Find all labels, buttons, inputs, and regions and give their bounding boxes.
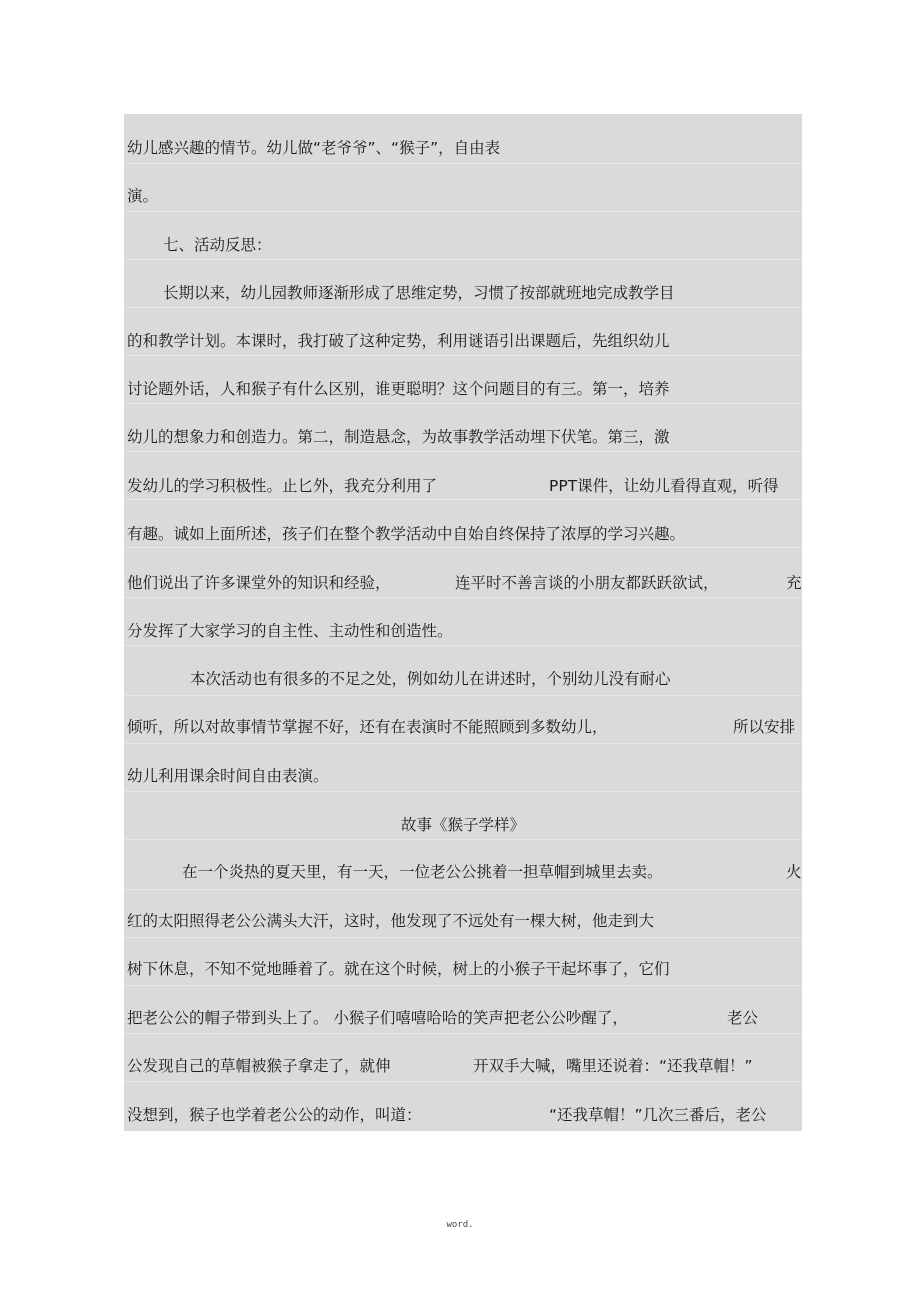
- line-separator: [124, 597, 802, 598]
- text-line: 长期以来，幼儿园教师逐渐形成了思维定势，习惯了按部就班地完成教学目: [163, 284, 675, 302]
- text-line: 幼儿感兴趣的情节。幼儿做“老爷爷”、“猴子”，自由表: [127, 139, 501, 157]
- text-segment: 充: [786, 574, 802, 592]
- line-separator: [124, 695, 802, 696]
- text-line: 的和教学计划。本课时，我打破了这种定势，利用谜语引出课题后，先组织幼儿: [127, 332, 670, 350]
- text-line: 幼儿的想象力和创造力。第二，制造悬念，为故事教学活动埋下伏笔。第三，激: [127, 428, 670, 446]
- text-line: 树下休息，不知不觉地睡着了。就在这个时候，树上的小猴子干起坏事了，它们: [127, 960, 670, 978]
- line-separator: [124, 937, 802, 938]
- text-segment: 没想到，猴子也学着老公公的动作，叫道：: [127, 1106, 422, 1124]
- text-line: [127, 473, 802, 499]
- line-separator: [124, 791, 802, 792]
- text-line: 红的太阳照得老公公满头大汗，这时，他发现了不远处有一棵大树，他走到大: [127, 912, 655, 930]
- text-line: 幼儿利用课余时间自由表演。: [127, 767, 329, 785]
- line-separator: [124, 259, 802, 260]
- line-separator: [124, 451, 802, 452]
- text-segment: 在一个炎热的夏天里，有一天，一位老公公挑着一担草帽到城里去卖。: [182, 863, 663, 881]
- text-line: [127, 1005, 802, 1031]
- text-line: [127, 859, 802, 885]
- text-line: 有趣。诚如上面所述，孩子们在整个教学活动中自始自终保持了浓厚的学习兴趣。: [127, 525, 686, 543]
- text-segment: 老公: [727, 1009, 759, 1027]
- text-line: [127, 1053, 802, 1079]
- page-footer: word.: [446, 1220, 474, 1230]
- text-segment: PPT课件，让幼儿看得直观，听得: [549, 477, 779, 495]
- line-separator: [124, 403, 802, 404]
- line-separator: [124, 355, 802, 356]
- text-segment: 火: [786, 863, 802, 881]
- text-line: 本次活动也有很多的不足之处，例如幼儿在讲述时，个别幼儿没有耐心: [190, 670, 671, 688]
- text-line: [127, 714, 802, 740]
- text-segment: 开双手大喊，嘴里还说着：“还我草帽！”: [473, 1057, 753, 1075]
- text-line: [127, 570, 802, 596]
- line-separator: [124, 307, 802, 308]
- line-separator: [124, 1033, 802, 1034]
- line-separator: [124, 645, 802, 646]
- line-separator: [124, 1081, 802, 1082]
- text-segment: 连平时不善言谈的小朋友都跃跃欲试，: [455, 574, 719, 592]
- text-segment: 公发现自己的草帽被猴子拿走了，就伸: [127, 1057, 391, 1075]
- text-line: 演。: [127, 187, 159, 205]
- line-separator: [124, 839, 802, 840]
- line-separator: [124, 743, 802, 744]
- text-segment: 倾听，所以对故事情节掌握不好，还有在表演时不能照顾到多数幼儿，: [127, 718, 608, 736]
- text-line: 讨论题外话，人和猴子有什么区别，谁更聪明？这个问题目的有三。第一，培养: [127, 380, 670, 398]
- line-separator: [124, 547, 802, 548]
- story-title: 故事《猴子学样》: [400, 816, 525, 834]
- line-separator: [124, 211, 802, 212]
- text-segment: 发幼儿的学习积极性。止匕外，我充分利用了: [127, 477, 438, 495]
- text-segment: “还我草帽！”几次三番后，老公: [549, 1106, 767, 1124]
- line-separator: [124, 163, 802, 164]
- line-separator: [124, 499, 802, 500]
- text-line: [127, 1102, 802, 1128]
- line-separator: [124, 985, 802, 986]
- line-separator: [124, 889, 802, 890]
- text-segment: 所以安排: [733, 718, 796, 736]
- text-segment: 他们说出了许多课堂外的知识和经验，: [127, 574, 391, 592]
- section-heading: 七、活动反思：: [163, 236, 272, 254]
- text-line: 分发挥了大家学习的自主性、主动性和创造性。: [127, 622, 453, 640]
- text-segment: 把老公公的帽子带到头上了。 小猴子们嘻嘻哈哈的笑声把老公公吵醒了，: [127, 1009, 628, 1027]
